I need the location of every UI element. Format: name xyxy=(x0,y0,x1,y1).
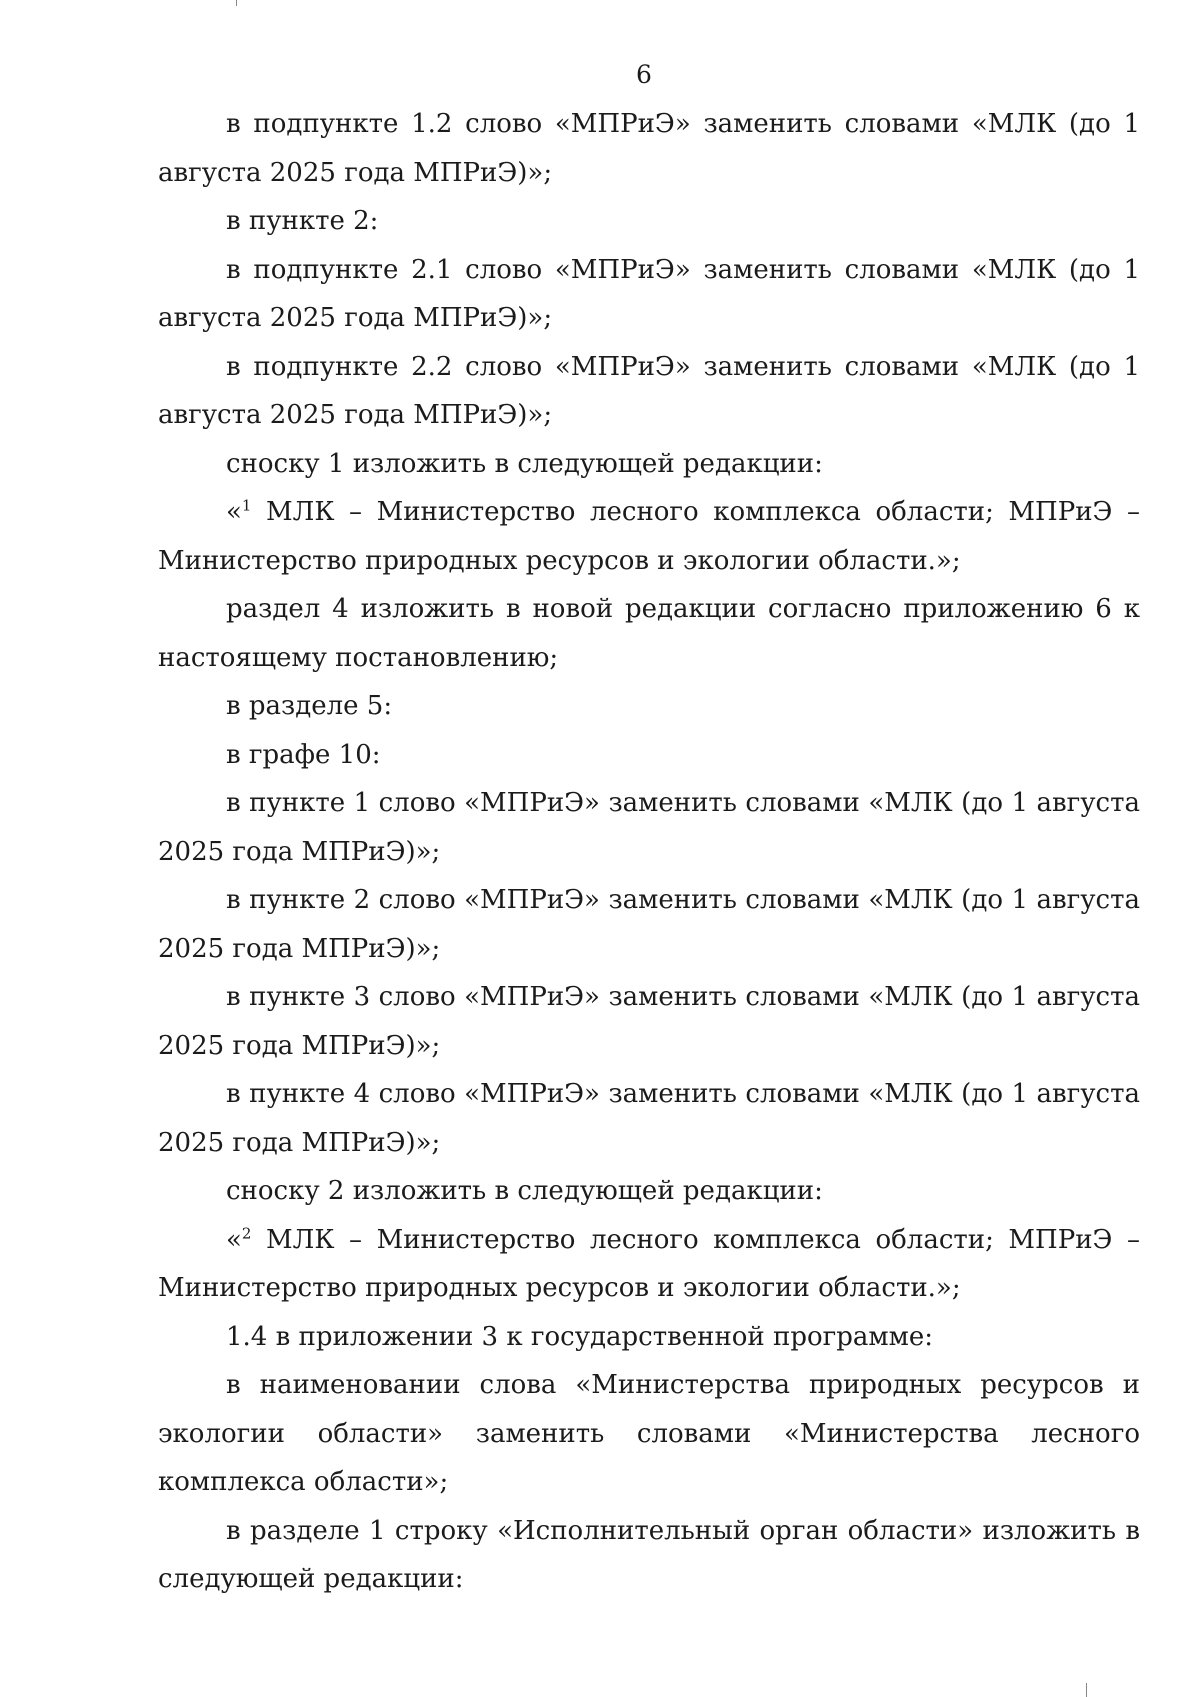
footnote-2-marker: 2 xyxy=(241,1223,252,1242)
footnote-1-body: МЛК – Министерство лесного комплекса области; МПРиЭ – Министерство природных ресурсов и экологии области.»; xyxy=(158,497,1140,576)
footnote-1-text xyxy=(158,488,1140,585)
paragraph-12: в пункте 3 слово «МПРиЭ» заменить словами «МЛК (до 1 августа 2025 года МПРиЭ)»; xyxy=(158,982,1140,1061)
paragraph-2: в пункте 2: xyxy=(226,206,379,236)
paragraph-18: в разделе 1 строку «Исполнительный орган области» изложить в следующей редакции: xyxy=(158,1515,1140,1594)
paragraph-7: раздел 4 изложить в новой редакции согласно приложению 6 к настоящему постановлению; xyxy=(158,594,1140,673)
scan-edge-mark-top xyxy=(236,0,237,6)
paragraph-10: в пункте 1 слово «МПРиЭ» заменить словами «МЛК (до 1 августа 2025 года МПРиЭ)»; xyxy=(158,788,1140,867)
footnote-1-marker: 1 xyxy=(241,496,252,515)
paragraph-3: в подпункте 2.1 слово «МПРиЭ» заменить словами «МЛК (до 1 августа 2025 года МПРиЭ)»; xyxy=(158,254,1140,333)
paragraph-1: в подпункте 1.2 слово «МПРиЭ» заменить словами «МЛК (до 1 августа 2025 года МПРиЭ)»; xyxy=(158,109,1140,188)
scan-edge-mark-bottom xyxy=(1086,1683,1087,1697)
paragraph-9: в графе 10: xyxy=(226,739,381,770)
paragraph-5: сноску 1 изложить в следующей редакции: xyxy=(226,448,823,479)
footnote-2-open-quote: « xyxy=(226,1224,242,1255)
document-body xyxy=(158,100,1140,1604)
paragraph-13: в пункте 4 слово «МПРиЭ» заменить словами «МЛК (до 1 августа 2025 года МПРиЭ)»; xyxy=(158,1079,1140,1158)
paragraph-4: в подпункте 2.2 слово «МПРиЭ» заменить словами «МЛК (до 1 августа 2025 года МПРиЭ)»; xyxy=(158,351,1140,430)
paragraph-14: сноску 2 изложить в следующей редакции: xyxy=(226,1176,823,1206)
footnote-2-text xyxy=(158,1216,1140,1313)
paragraph-16: 1.4 в приложении 3 к государственной программе: xyxy=(226,1321,934,1352)
paragraph-11: в пункте 2 слово «МПРиЭ» заменить словами «МЛК (до 1 августа 2025 года МПРиЭ)»; xyxy=(158,885,1140,964)
page-number: 6 xyxy=(636,60,652,89)
paragraph-17: в наименовании слова «Министерства природных ресурсов и экологии области» заменить словами «Министерства лесного комплекса области»; xyxy=(158,1370,1140,1497)
footnote-2-body: МЛК – Министерство лесного комплекса области; МПРиЭ – Министерство природных ресурсов и экологии области.»; xyxy=(158,1224,1140,1303)
footnote-1-open-quote: « xyxy=(226,497,242,527)
paragraph-8: в разделе 5: xyxy=(226,691,393,721)
